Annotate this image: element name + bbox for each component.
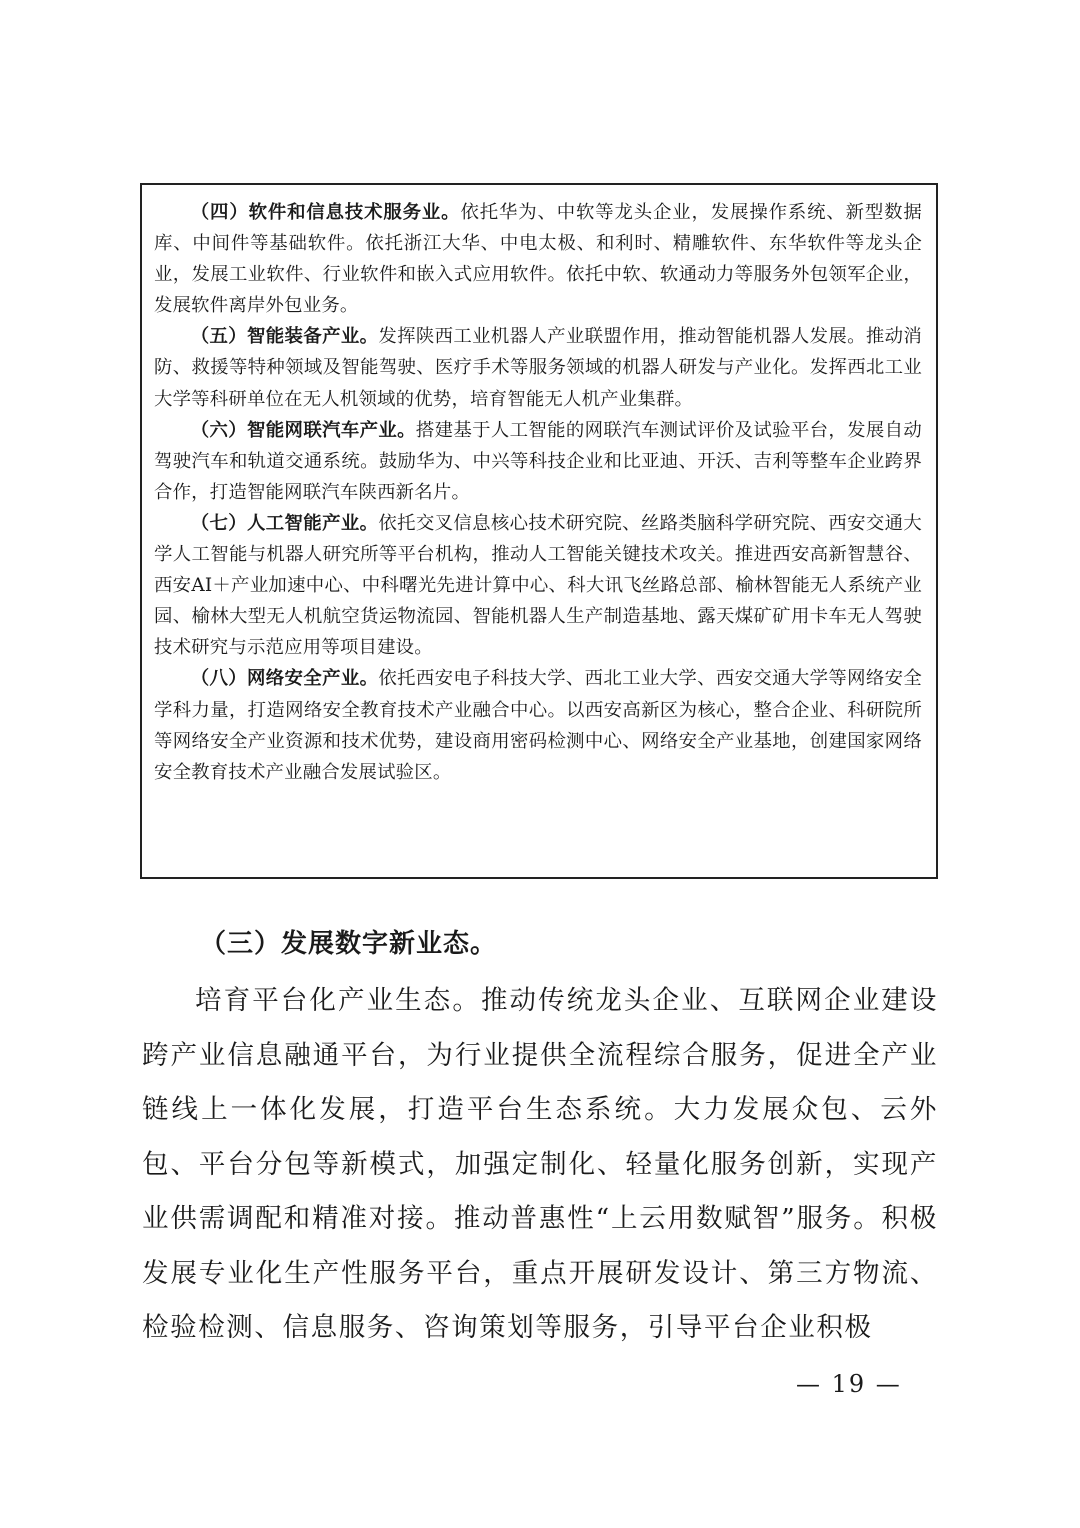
paragraph-text: 依托华为、中软等龙头企业，发展操作系统、新型数据库、中间件等基础软件。依托浙江大华、中电太极、和利时、精雕软件、东华软件等龙头企业，发展工业软件、行业软件和嵌入式应用软件。依托中软、软通动力等服务外包领军企业，发展软件离岸外包业务。 (154, 202, 922, 317)
box-paragraph-artificial-intelligence (154, 508, 922, 663)
page-number: — 19 — (796, 1370, 902, 1398)
box-paragraph-software (154, 197, 922, 321)
paragraph-lead: （六）智能网联汽车产业。 (190, 419, 416, 441)
paragraph-text: 依托西安电子科技大学、西北工业大学、西安交通大学等网络安全学科力量，打造网络安全教育技术产业融合中心。以西安高新区为核心，整合企业、科研院所等网络安全产业资源和技术优势，建设商用密码检测中心、网络安全产业基地，创建国家网络安全教育技术产业融合发展试验区。 (154, 668, 922, 783)
section-heading: （三）发展数字新业态。 (200, 929, 498, 959)
paragraph-lead: （五）智能装备产业。 (190, 326, 379, 348)
paragraph-lead: （七）人工智能产业。 (190, 512, 379, 534)
paragraph-lead: （八）网络安全产业。 (190, 668, 379, 690)
paragraph-lead: （四）软件和信息技术服务业。 (190, 202, 461, 223)
box-paragraph-connected-vehicles (154, 415, 922, 508)
paragraph-text: 依托交叉信息核心技术研究院、丝路类脑科学研究院、西安交通大学人工智能与机器人研究所等平台机构，推动人工智能关键技术攻关。推进西安高新智慧谷、西安AI＋产业加速中心、中科曙光先进计算中心、科大讯飞丝路总部、榆林智能无人系统产业园、榆林大型无人机航空货运物流园、智能机器人生产制造基地、露天煤矿矿用卡车无人驾驶技术研究与示范应用等项目建设。 (154, 512, 922, 659)
box-paragraph-cyber-security (154, 663, 922, 787)
body-paragraph: 培育平台化产业生态。推动传统龙头企业、互联网企业建设跨产业信息融通平台，为行业提供全流程综合服务，促进全产业链线上一体化发展，打造平台生态系统。大力发展众包、云外包、平台分包等新模式，加强定制化、轻量化服务创新，实现产业供需调配和精准对接。推动普惠性“上云用数赋智”服务。积极发展专业化生产性服务平台，重点开展研发设计、第三方物流、检验检测、信息服务、咨询策划等服务，引导平台企业积极 (142, 985, 938, 1343)
paragraph-text: 搭建基于人工智能的网联汽车测试评价及试验平台，发展自动驾驶汽车和轨道交通系统。鼓励华为、中兴等科技企业和比亚迪、开沃、吉利等整车企业跨界合作，打造智能网联汽车陕西新名片。 (154, 419, 923, 503)
box-paragraph-intelligent-equipment (154, 321, 922, 414)
paragraph-text: 发挥陕西工业机器人产业联盟作用，推动智能机器人发展。推动消防、救援等特种领域及智能驾驶、医疗手术等服务领域的机器人研发与产业化。发挥西北工业大学等科研单位在无人机领域的优势，培育智能无人机产业集群。 (154, 326, 922, 410)
boxed-text-panel (140, 183, 938, 879)
